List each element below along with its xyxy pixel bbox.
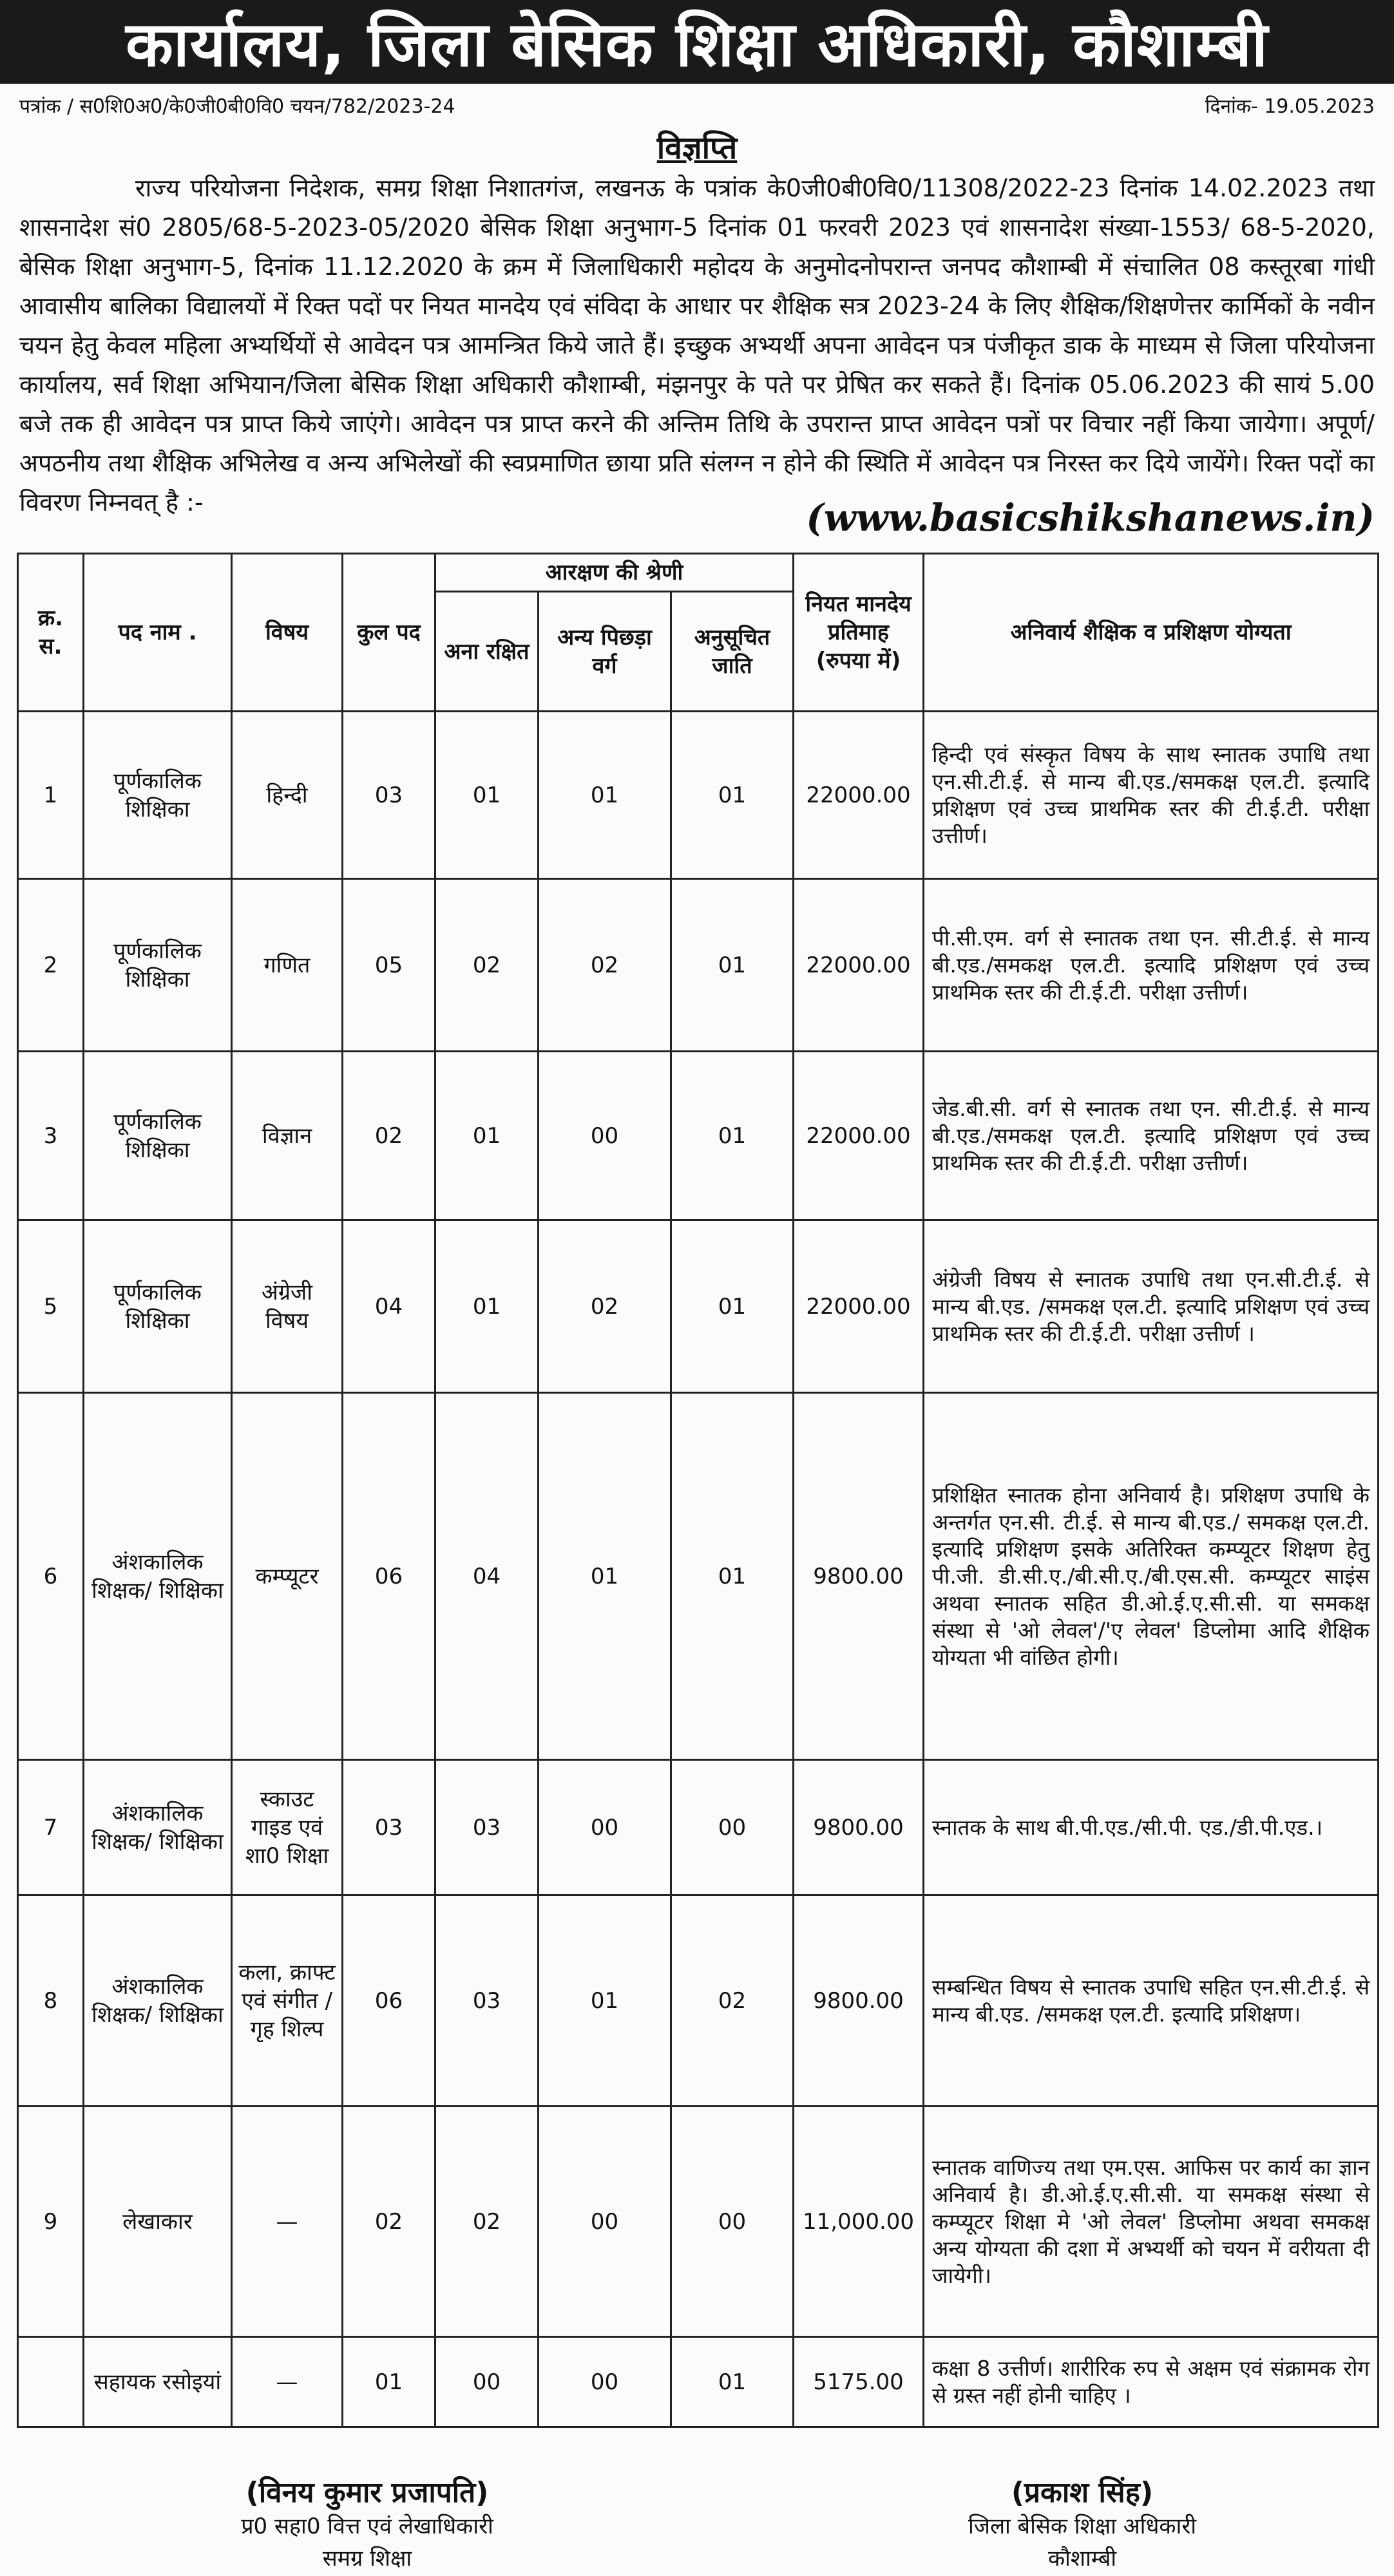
cell-subject: — bbox=[232, 2107, 343, 2337]
table-row bbox=[18, 1220, 1379, 1393]
notice-title: विज्ञप्ति bbox=[656, 130, 738, 166]
cell-post: लेखाकार bbox=[84, 2107, 232, 2337]
cell-sno bbox=[18, 2337, 84, 2427]
cell-subject: स्काउट गाइड एवं शा0 शिक्षा bbox=[232, 1760, 343, 1895]
cell-total: 04 bbox=[343, 1220, 435, 1393]
cell-honorarium: 9800.00 bbox=[794, 1393, 924, 1760]
table-row bbox=[18, 1052, 1379, 1220]
cell-sno: 8 bbox=[18, 1895, 84, 2107]
cell-obc: 01 bbox=[539, 1393, 671, 1760]
cell-sc: 01 bbox=[671, 712, 794, 879]
cell-obc: 01 bbox=[539, 1895, 671, 2107]
cell-qualification: स्नातक वाणिज्य तथा एम.एस. आफिस पर कार्य का ज्ञान अनिवार्य है। डी.ओ.ई.ए.सी.सी. या समकक्ष संस्था से कम्प्यूटर शिक्षा मे 'ओ लेवल' डिप्लोमा अथवा समकक्ष अन्य योग्यता की दशा में अभ्यर्थी को चयन में वरीयता दी जायेगी। bbox=[924, 2107, 1379, 2337]
cell-sc: 01 bbox=[671, 1052, 794, 1220]
cell-post: पूर्णकालिक शिक्षिका bbox=[84, 1220, 232, 1393]
cell-sc: 01 bbox=[671, 1220, 794, 1393]
col-subject: विषय bbox=[232, 554, 343, 712]
cell-honorarium: 11,000.00 bbox=[794, 2107, 924, 2337]
cell-obc: 02 bbox=[539, 1220, 671, 1393]
col-obc: अन्य पिछड़ा वर्ग bbox=[539, 592, 671, 712]
cell-sno: 7 bbox=[18, 1760, 84, 1895]
cell-sno: 3 bbox=[18, 1052, 84, 1220]
cell-sc: 00 bbox=[671, 1760, 794, 1895]
cell-total: 03 bbox=[343, 1760, 435, 1895]
cell-honorarium: 22000.00 bbox=[794, 879, 924, 1052]
cell-total: 03 bbox=[343, 712, 435, 879]
cell-subject: कम्प्यूटर bbox=[232, 1393, 343, 1760]
cell-unreserved: 01 bbox=[435, 1052, 539, 1220]
table-row bbox=[18, 879, 1379, 1052]
col-reservation-group: आरक्षण की श्रेणी bbox=[435, 554, 794, 592]
cell-qualification: पी.सी.एम. वर्ग से स्नातक तथा एन. सी.टी.ई. से मान्य बी.एड./समकक्ष एल.टी. इत्यादि प्रशिक्षण एवं उच्च प्राथमिक स्तर की टी.ई.टी. परीक्षा उत्तीर्ण। bbox=[924, 879, 1379, 1052]
cell-total: 05 bbox=[343, 879, 435, 1052]
cell-subject: गणित bbox=[232, 879, 343, 1052]
cell-obc: 02 bbox=[539, 879, 671, 1052]
cell-sc: 01 bbox=[671, 2337, 794, 2427]
vacancy-table bbox=[17, 553, 1379, 2428]
cell-post: अंशकालिक शिक्षक/ शिक्षिका bbox=[84, 1895, 232, 2107]
table-row bbox=[18, 1895, 1379, 2107]
cell-post: पूर्णकालिक शिक्षिका bbox=[84, 712, 232, 879]
cell-obc: 00 bbox=[539, 1760, 671, 1895]
col-unreserved: अना रक्षित bbox=[435, 592, 539, 712]
table-row bbox=[18, 1393, 1379, 1760]
cell-subject: — bbox=[232, 2337, 343, 2427]
col-honorarium: नियत मानदेय प्रतिमाह (रुपया में) bbox=[794, 554, 924, 712]
letter-number: पत्रांक / स0शि0अ0/के0जी0बी0वि0 चयन/782/2023-24 bbox=[19, 95, 455, 118]
cell-sno: 9 bbox=[18, 2107, 84, 2337]
table-header-row bbox=[18, 554, 1379, 592]
cell-sno: 5 bbox=[18, 1220, 84, 1393]
cell-unreserved: 00 bbox=[435, 2337, 539, 2427]
cell-honorarium: 22000.00 bbox=[794, 712, 924, 879]
cell-qualification: कक्षा 8 उत्तीर्ण। शारीरिक रुप से अक्षम एवं संक्रामक रोग से ग्रस्त नहीं होनी चाहिए । bbox=[924, 2337, 1379, 2427]
table-row bbox=[18, 2337, 1379, 2427]
cell-post: पूर्णकालिक शिक्षिका bbox=[84, 1052, 232, 1220]
cell-post: सहायक रसोइयां bbox=[84, 2337, 232, 2427]
cell-qualification: स्नातक के साथ बी.पी.एड./सी.पी. एड./डी.पी.एड.। bbox=[924, 1760, 1379, 1895]
notice-paragraph: राज्य परियोजना निदेशक, समग्र शिक्षा निशातगंज, लखनऊ के पत्रांक के0जी0बी0वि0/11308/2022-23 दिनांक 14.02.2023 तथा शासनादेश सं0 2805/68-5-2023-05/2020 बेसिक शिक्षा अनुभाग-5 दिनांक 01 फरवरी 2023 एवं शासनादेश संख्या-1553/ 68-5-2020, बेसिक शिक्षा अनुभाग-5, दिनांक 11.12.2020 के क्रम में जिलाधिकारी महोदय के अनुमोदनोपरान्त जनपद कौशाम्बी में संचालित 08 कस्तूरबा गांधी आवासीय बालिका विद्यालयों में रिक्त पदों पर नियत मानदेय एवं संविदा के आधार पर शैक्षिक सत्र 2023-24 के लिए शैक्षिक/शिक्षणेत्तर कार्मिकों के नवीन चयन हेतु केवल महिला अभ्यर्थियों से आवेदन पत्र आमन्त्रित किये जाते हैं। इच्छुक अभ्यर्थी अपना आवेदन पत्र पंजीकृत डाक के माध्यम से जिला परियोजना कार्यालय, सर्व शिक्षा अभियान/जिला बेसिक शिक्षा अधिकारी कौशाम्बी, मंझनपुर के पते पर प्रेषित कर सकते हैं। दिनांक 05.06.2023 की सायं 5.00 बजे तक ही आवेदन पत्र प्राप्त किये जाएंगे। आवेदन पत्र प्राप्त करने की अन्तिम तिथि के उपरान्त प्राप्त आवेदन पत्रों पर विचार नहीं किया जायेगा। अपूर्ण/अपठनीय तथा शैक्षिक अभिलेख व अन्य अभिलेखों की स्वप्रमाणित छाया प्रति संलग्न न होने की स्थिति में आवेदन पत्र निरस्त कर दिये जायेंगे। रिक्त पदों का विवरण निम्नवत् है :- bbox=[19, 174, 1375, 516]
col-post: पद नाम . bbox=[84, 554, 232, 712]
office-title-banner bbox=[0, 0, 1394, 84]
col-sc: अनुसूचित जाति bbox=[671, 592, 794, 712]
reference-line bbox=[19, 90, 1375, 120]
cell-sc: 01 bbox=[671, 1393, 794, 1760]
signatory-left-name: (विनय कुमार प्रजापति) bbox=[245, 2476, 489, 2509]
signatory-right-name: (प्रकाश सिंह) bbox=[1011, 2476, 1154, 2509]
signatory-left-role: प्र0 सहा0 वित्त एवं लेखाधिकारी bbox=[241, 2514, 493, 2539]
cell-obc: 00 bbox=[539, 1052, 671, 1220]
cell-sno: 6 bbox=[18, 1393, 84, 1760]
signatory-right-district: कौशाम्बी bbox=[1047, 2546, 1117, 2571]
cell-sc: 02 bbox=[671, 1895, 794, 2107]
cell-unreserved: 01 bbox=[435, 712, 539, 879]
cell-unreserved: 01 bbox=[435, 1220, 539, 1393]
letter-date: दिनांक- 19.05.2023 bbox=[1205, 95, 1375, 118]
cell-subject: अंग्रेजी विषय bbox=[232, 1220, 343, 1393]
cell-sno: 2 bbox=[18, 879, 84, 1052]
col-total: कुल पद bbox=[343, 554, 435, 712]
signatory-left-dept: समग्र शिक्षा bbox=[322, 2546, 412, 2571]
cell-subject: कला, क्राफ्ट एवं संगीत /गृह शिल्प bbox=[232, 1895, 343, 2107]
notice-title-wrap bbox=[0, 126, 1394, 168]
cell-unreserved: 02 bbox=[435, 879, 539, 1052]
cell-obc: 00 bbox=[539, 2107, 671, 2337]
cell-unreserved: 02 bbox=[435, 2107, 539, 2337]
cell-qualification: हिन्दी एवं संस्कृत विषय के साथ स्नातक उपाधि तथा एन.सी.टी.ई. से मान्य बी.एड./समकक्ष एल.टी. इत्यादि प्रशिक्षण एवं उच्च प्राथमिक स्तर की टी.ई.टी. परीक्षा उत्तीर्ण। bbox=[924, 712, 1379, 879]
office-title: कार्यालय, जिला बेसिक शिक्षा अधिकारी, कौशाम्बी bbox=[126, 8, 1268, 80]
cell-honorarium: 9800.00 bbox=[794, 1895, 924, 2107]
cell-sno: 1 bbox=[18, 712, 84, 879]
cell-sc: 00 bbox=[671, 2107, 794, 2337]
cell-honorarium: 22000.00 bbox=[794, 1220, 924, 1393]
cell-unreserved: 04 bbox=[435, 1393, 539, 1760]
signature-left bbox=[167, 2472, 567, 2575]
cell-honorarium: 9800.00 bbox=[794, 1760, 924, 1895]
cell-obc: 01 bbox=[539, 712, 671, 879]
cell-total: 02 bbox=[343, 1052, 435, 1220]
cell-total: 02 bbox=[343, 2107, 435, 2337]
table-row bbox=[18, 2107, 1379, 2337]
cell-subject: हिन्दी bbox=[232, 712, 343, 879]
signatory-right-role: जिला बेसिक शिक्षा अधिकारी bbox=[968, 2514, 1197, 2539]
cell-qualification: प्रशिक्षित स्नातक होना अनिवार्य है। प्रशिक्षण उपाधि के अन्तर्गत एन.सी. टी.ई. से मान्य बी.एड./ समकक्ष एल.टी. इत्यादि प्रशिक्षण इसके अतिरिक्त कम्प्यूटर शिक्षण हेतु पी.जी. डी.सी.ए./बी.सी.ए./बी.एस.सी. कम्प्यूटर साइंस अथवा स्नातक सहित डी.ओ.ई.ए.सी.सी. या समकक्ष संस्था से 'ओ लेवल'/'ए लेवल' डिप्लोमा आदि शैक्षिक योग्यता भी वांछित होगी। bbox=[924, 1393, 1379, 1760]
cell-qualification: जेड.बी.सी. वर्ग से स्नातक तथा एन. सी.टी.ई. से मान्य बी.एड./समकक्ष एल.टी. इत्यादि प्रशिक्षण एवं उच्च प्राथमिक स्तर की टी.ई.टी. परीक्षा उत्तीर्ण। bbox=[924, 1052, 1379, 1220]
cell-obc: 00 bbox=[539, 2337, 671, 2427]
cell-post: पूर्णकालिक शिक्षिका bbox=[84, 879, 232, 1052]
cell-honorarium: 5175.00 bbox=[794, 2337, 924, 2427]
col-sno: क्र. स. bbox=[18, 554, 84, 712]
website-watermark: (www.basicshikshanews.in) bbox=[806, 496, 1375, 540]
cell-sc: 01 bbox=[671, 879, 794, 1052]
cell-post: अंशकालिक शिक्षक/ शिक्षिका bbox=[84, 1760, 232, 1895]
table-row bbox=[18, 1760, 1379, 1895]
signature-right bbox=[889, 2472, 1275, 2575]
cell-honorarium: 22000.00 bbox=[794, 1052, 924, 1220]
col-qualification: अनिवार्य शैक्षिक व प्रशिक्षण योग्यता bbox=[924, 554, 1379, 712]
cell-unreserved: 03 bbox=[435, 1895, 539, 2107]
table-row bbox=[18, 712, 1379, 879]
cell-post: अंशकालिक शिक्षक/ शिक्षिका bbox=[84, 1393, 232, 1760]
cell-total: 06 bbox=[343, 1895, 435, 2107]
cell-qualification: अंग्रेजी विषय से स्नातक उपाधि तथा एन.सी.टी.ई. से मान्य बी.एड. /समकक्ष एल.टी. इत्यादि प्रशिक्षण एवं उच्च प्राथमिक स्तर की टी.ई.टी. परीक्षा उत्तीर्ण । bbox=[924, 1220, 1379, 1393]
cell-qualification: सम्बन्धित विषय से स्नातक उपाधि सहित एन.सी.टी.ई. से मान्य बी.एड. /समकक्ष एल.टी. इत्यादि प्रशिक्षण। bbox=[924, 1895, 1379, 2107]
cell-total: 06 bbox=[343, 1393, 435, 1760]
cell-total: 01 bbox=[343, 2337, 435, 2427]
cell-unreserved: 03 bbox=[435, 1760, 539, 1895]
cell-subject: विज्ञान bbox=[232, 1052, 343, 1220]
